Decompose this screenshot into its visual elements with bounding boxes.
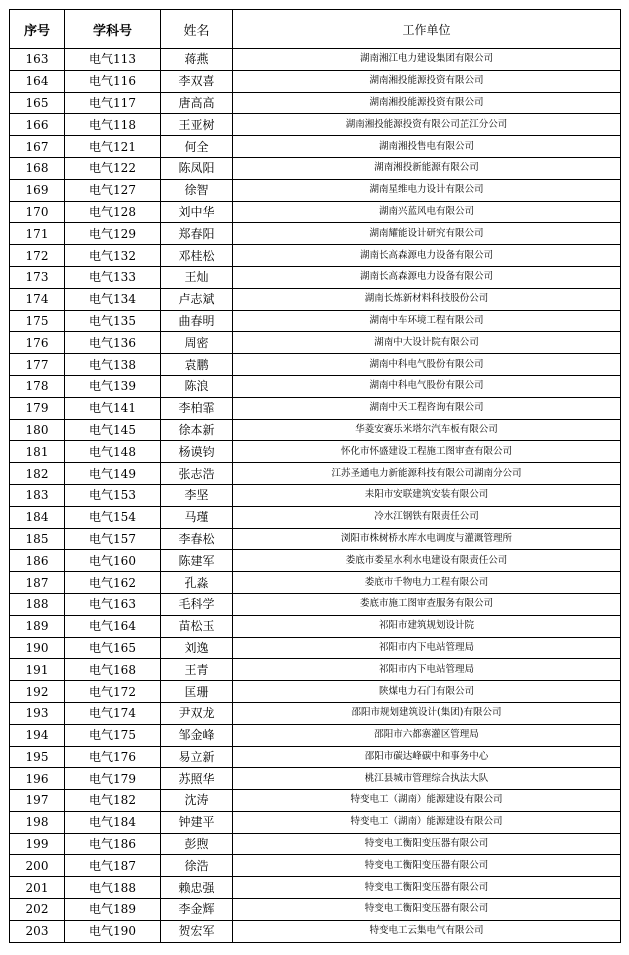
cell-seq: 165: [10, 92, 65, 114]
cell-seq: 203: [10, 920, 65, 942]
table-row: [10, 746, 621, 768]
cell-work-unit: 浏阳市株树桥水库水电调度与灌溉管理所: [233, 528, 621, 550]
cell-work-unit: 特变电工（湖南）能源建设有限公司: [233, 811, 621, 833]
cell-subject-no: 电气162: [65, 572, 161, 594]
header-name: 姓名: [161, 10, 233, 49]
cell-work-unit: 冷水江钢铁有限责任公司: [233, 506, 621, 528]
table-row: [10, 899, 621, 921]
header-seq: 序号: [10, 10, 65, 49]
cell-work-unit: 湖南中科电气股份有限公司: [233, 354, 621, 376]
cell-subject-no: 电气148: [65, 441, 161, 463]
cell-work-unit: 特变电工云集电气有限公司: [233, 920, 621, 942]
cell-seq: 166: [10, 114, 65, 136]
table-row: [10, 659, 621, 681]
cell-seq: 171: [10, 223, 65, 245]
cell-name: 徐本新: [161, 419, 233, 441]
table-row: [10, 920, 621, 942]
cell-seq: 196: [10, 768, 65, 790]
cell-seq: 194: [10, 724, 65, 746]
table-body: [10, 49, 621, 943]
cell-name: 李金辉: [161, 899, 233, 921]
cell-seq: 180: [10, 419, 65, 441]
cell-work-unit: 娄底市千物电力工程有限公司: [233, 572, 621, 594]
table-row: [10, 419, 621, 441]
cell-name: 李柏霏: [161, 397, 233, 419]
table-row: [10, 877, 621, 899]
cell-seq: 197: [10, 790, 65, 812]
cell-work-unit: 祁阳市内下电站管理局: [233, 637, 621, 659]
cell-seq: 185: [10, 528, 65, 550]
cell-name: 王青: [161, 659, 233, 681]
cell-seq: 184: [10, 506, 65, 528]
table-row: [10, 572, 621, 594]
cell-seq: 202: [10, 899, 65, 921]
cell-work-unit: 湖南湘投售电有限公司: [233, 136, 621, 158]
cell-subject-no: 电气116: [65, 70, 161, 92]
table-row: [10, 245, 621, 267]
cell-seq: 190: [10, 637, 65, 659]
cell-subject-no: 电气174: [65, 702, 161, 724]
cell-name: 王灿: [161, 266, 233, 288]
cell-seq: 178: [10, 375, 65, 397]
cell-seq: 183: [10, 484, 65, 506]
cell-seq: 189: [10, 615, 65, 637]
table-row: [10, 114, 621, 136]
cell-subject-no: 电气117: [65, 92, 161, 114]
cell-name: 苗松玉: [161, 615, 233, 637]
cell-name: 陈浪: [161, 375, 233, 397]
table-row: [10, 179, 621, 201]
table-row: [10, 201, 621, 223]
cell-name: 蒋燕: [161, 49, 233, 71]
cell-seq: 169: [10, 179, 65, 201]
cell-name: 郑春阳: [161, 223, 233, 245]
cell-subject-no: 电气164: [65, 615, 161, 637]
cell-subject-no: 电气128: [65, 201, 161, 223]
cell-seq: 181: [10, 441, 65, 463]
cell-subject-no: 电气122: [65, 157, 161, 179]
header-work-unit: 工作单位: [233, 10, 621, 49]
cell-seq: 186: [10, 550, 65, 572]
cell-subject-no: 电气176: [65, 746, 161, 768]
table-row: [10, 790, 621, 812]
cell-seq: 164: [10, 70, 65, 92]
member-table: [9, 9, 621, 943]
table-row: [10, 615, 621, 637]
cell-subject-no: 电气113: [65, 49, 161, 71]
cell-name: 李坚: [161, 484, 233, 506]
cell-seq: 198: [10, 811, 65, 833]
cell-name: 唐高高: [161, 92, 233, 114]
cell-subject-no: 电气136: [65, 332, 161, 354]
table-row: [10, 157, 621, 179]
table-row: [10, 136, 621, 158]
cell-name: 李双喜: [161, 70, 233, 92]
cell-name: 周密: [161, 332, 233, 354]
cell-name: 袁鹏: [161, 354, 233, 376]
cell-name: 钟建平: [161, 811, 233, 833]
table-row: [10, 724, 621, 746]
cell-subject-no: 电气154: [65, 506, 161, 528]
cell-name: 卢志斌: [161, 288, 233, 310]
cell-work-unit: 特变电工（湖南）能源建设有限公司: [233, 790, 621, 812]
cell-subject-no: 电气172: [65, 681, 161, 703]
cell-work-unit: 湖南中车环境工程有限公司: [233, 310, 621, 332]
cell-seq: 168: [10, 157, 65, 179]
cell-seq: 172: [10, 245, 65, 267]
cell-name: 刘逸: [161, 637, 233, 659]
cell-work-unit: 邵阳市碳达峰碳中和事务中心: [233, 746, 621, 768]
cell-seq: 167: [10, 136, 65, 158]
cell-seq: 193: [10, 702, 65, 724]
cell-subject-no: 电气168: [65, 659, 161, 681]
cell-seq: 195: [10, 746, 65, 768]
cell-work-unit: 湖南湘投能源投资有限公司芷江分公司: [233, 114, 621, 136]
cell-name: 贺宏军: [161, 920, 233, 942]
cell-seq: 200: [10, 855, 65, 877]
cell-seq: 188: [10, 593, 65, 615]
cell-name: 赖忠强: [161, 877, 233, 899]
cell-seq: 192: [10, 681, 65, 703]
cell-subject-no: 电气138: [65, 354, 161, 376]
header-row: [10, 10, 621, 49]
cell-name: 彭煦: [161, 833, 233, 855]
cell-work-unit: 耒阳市安联建筑安装有限公司: [233, 484, 621, 506]
table-row: [10, 288, 621, 310]
cell-seq: 199: [10, 833, 65, 855]
cell-subject-no: 电气184: [65, 811, 161, 833]
cell-name: 毛科学: [161, 593, 233, 615]
table-row: [10, 441, 621, 463]
cell-work-unit: 湖南湘投能源投资有限公司: [233, 92, 621, 114]
cell-seq: 174: [10, 288, 65, 310]
cell-seq: 201: [10, 877, 65, 899]
cell-name: 何全: [161, 136, 233, 158]
cell-name: 沈涛: [161, 790, 233, 812]
table-row: [10, 811, 621, 833]
header-subject-no: 学科号: [65, 10, 161, 49]
table-row: [10, 92, 621, 114]
cell-name: 尹双龙: [161, 702, 233, 724]
cell-work-unit: 湖南中科电气股份有限公司: [233, 375, 621, 397]
cell-subject-no: 电气118: [65, 114, 161, 136]
cell-name: 徐智: [161, 179, 233, 201]
table-row: [10, 593, 621, 615]
cell-name: 徐浩: [161, 855, 233, 877]
cell-seq: 163: [10, 49, 65, 71]
cell-work-unit: 祁阳市建筑规划设计院: [233, 615, 621, 637]
cell-subject-no: 电气182: [65, 790, 161, 812]
cell-subject-no: 电气134: [65, 288, 161, 310]
cell-subject-no: 电气145: [65, 419, 161, 441]
cell-work-unit: 特变电工衡阳变压器有限公司: [233, 877, 621, 899]
cell-work-unit: 江苏圣通电力新能源科技有限公司湖南分公司: [233, 463, 621, 485]
cell-seq: 173: [10, 266, 65, 288]
table-row: [10, 768, 621, 790]
cell-seq: 191: [10, 659, 65, 681]
cell-subject-no: 电气129: [65, 223, 161, 245]
cell-name: 孔淼: [161, 572, 233, 594]
cell-name: 张志浩: [161, 463, 233, 485]
cell-work-unit: 特变电工衡阳变压器有限公司: [233, 855, 621, 877]
cell-name: 王亚树: [161, 114, 233, 136]
table-row: [10, 70, 621, 92]
table-row: [10, 463, 621, 485]
cell-work-unit: 特变电工衡阳变压器有限公司: [233, 899, 621, 921]
table-row: [10, 266, 621, 288]
cell-subject-no: 电气153: [65, 484, 161, 506]
cell-work-unit: 湖南中大设计院有限公司: [233, 332, 621, 354]
cell-subject-no: 电气133: [65, 266, 161, 288]
cell-seq: 179: [10, 397, 65, 419]
cell-work-unit: 湖南中天工程咨询有限公司: [233, 397, 621, 419]
cell-subject-no: 电气179: [65, 768, 161, 790]
cell-work-unit: 娄底市娄星水利水电建设有限责任公司: [233, 550, 621, 572]
table-row: [10, 484, 621, 506]
table-row: [10, 354, 621, 376]
cell-name: 邓桂松: [161, 245, 233, 267]
table-row: [10, 833, 621, 855]
cell-work-unit: 怀化市怀盛建设工程施工图审查有限公司: [233, 441, 621, 463]
cell-work-unit: 邵阳市规划建筑设计(集团)有限公司: [233, 702, 621, 724]
cell-subject-no: 电气189: [65, 899, 161, 921]
cell-work-unit: 陕煤电力石门有限公司: [233, 681, 621, 703]
cell-subject-no: 电气157: [65, 528, 161, 550]
table-row: [10, 550, 621, 572]
cell-work-unit: 祁阳市内下电站管理局: [233, 659, 621, 681]
table-row: [10, 506, 621, 528]
cell-subject-no: 电气187: [65, 855, 161, 877]
table-row: [10, 375, 621, 397]
cell-seq: 170: [10, 201, 65, 223]
table-row: [10, 637, 621, 659]
cell-name: 邹金峰: [161, 724, 233, 746]
cell-subject-no: 电气188: [65, 877, 161, 899]
cell-work-unit: 桃江县城市管理综合执法大队: [233, 768, 621, 790]
cell-work-unit: 湖南长高森源电力设备有限公司: [233, 245, 621, 267]
cell-work-unit: 湖南长炼新材料科技股份公司: [233, 288, 621, 310]
table-row: [10, 855, 621, 877]
cell-work-unit: 湖南耀能设计研究有限公司: [233, 223, 621, 245]
cell-subject-no: 电气163: [65, 593, 161, 615]
cell-name: 杨谟钧: [161, 441, 233, 463]
cell-seq: 187: [10, 572, 65, 594]
cell-name: 马瑾: [161, 506, 233, 528]
cell-subject-no: 电气160: [65, 550, 161, 572]
cell-work-unit: 湖南长高森源电力设备有限公司: [233, 266, 621, 288]
cell-work-unit: 湖南兴蓝风电有限公司: [233, 201, 621, 223]
cell-work-unit: 邵阳市六都寨灌区管理局: [233, 724, 621, 746]
cell-subject-no: 电气132: [65, 245, 161, 267]
cell-subject-no: 电气135: [65, 310, 161, 332]
cell-seq: 175: [10, 310, 65, 332]
cell-seq: 176: [10, 332, 65, 354]
cell-name: 曲春明: [161, 310, 233, 332]
cell-name: 陈凤阳: [161, 157, 233, 179]
table-row: [10, 310, 621, 332]
cell-subject-no: 电气175: [65, 724, 161, 746]
cell-seq: 177: [10, 354, 65, 376]
cell-work-unit: 湖南湘投能源投资有限公司: [233, 70, 621, 92]
cell-subject-no: 电气149: [65, 463, 161, 485]
table-row: [10, 702, 621, 724]
cell-name: 陈建军: [161, 550, 233, 572]
cell-work-unit: 娄底市施工图审查服务有限公司: [233, 593, 621, 615]
cell-name: 苏照华: [161, 768, 233, 790]
cell-work-unit: 湖南湘江电力建设集团有限公司: [233, 49, 621, 71]
cell-name: 李春松: [161, 528, 233, 550]
cell-subject-no: 电气190: [65, 920, 161, 942]
cell-subject-no: 电气127: [65, 179, 161, 201]
cell-subject-no: 电气139: [65, 375, 161, 397]
cell-seq: 182: [10, 463, 65, 485]
table-row: [10, 332, 621, 354]
cell-subject-no: 电气165: [65, 637, 161, 659]
cell-name: 刘中华: [161, 201, 233, 223]
cell-work-unit: 湖南湘投新能源有限公司: [233, 157, 621, 179]
cell-name: 易立新: [161, 746, 233, 768]
table-row: [10, 49, 621, 71]
table-row: [10, 681, 621, 703]
cell-subject-no: 电气121: [65, 136, 161, 158]
cell-work-unit: 特变电工衡阳变压器有限公司: [233, 833, 621, 855]
cell-work-unit: 华菱安赛乐米塔尔汽车板有限公司: [233, 419, 621, 441]
cell-subject-no: 电气186: [65, 833, 161, 855]
cell-name: 匡珊: [161, 681, 233, 703]
table-row: [10, 397, 621, 419]
cell-subject-no: 电气141: [65, 397, 161, 419]
cell-work-unit: 湖南星维电力设计有限公司: [233, 179, 621, 201]
table-row: [10, 223, 621, 245]
table-row: [10, 528, 621, 550]
